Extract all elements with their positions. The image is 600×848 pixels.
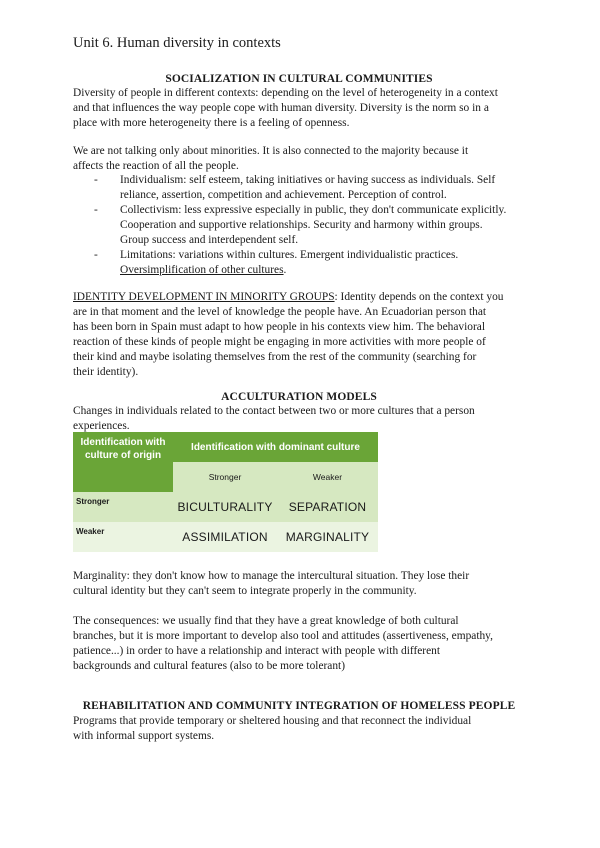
unit-title: Unit 6. Human diversity in contexts (73, 35, 281, 51)
text-line: their identity). (73, 366, 139, 378)
rehabilitation-paragraph (73, 714, 525, 744)
text-line: Collectivism: less expressive especially in public, they don't communicate explicitly. (120, 204, 507, 216)
bullet-dash: - (94, 204, 98, 216)
row-stronger-label: Stronger (73, 492, 173, 522)
text-line: branches, but it is more important to develop also tool and attitudes (assertiveness, empathy, (73, 630, 493, 642)
text-line: Diversity of people in different contexts: depending on the level of heterogeneity in a context (73, 87, 498, 99)
identity-paragraph (73, 290, 525, 380)
text-line: affects the reaction of all the people. (73, 160, 239, 172)
bullet-individualism (73, 173, 525, 203)
identity-heading: IDENTITY DEVELOPMENT IN MINORITY GROUPS (73, 291, 335, 303)
text-line: their kind and maybe isolating themselves from the rest of the community (searching for (73, 351, 477, 363)
text-line (120, 263, 525, 278)
bullet-dash: - (94, 249, 98, 261)
consequences-paragraph (73, 614, 525, 674)
dominant-culture-header: Identification with dominant culture (173, 432, 378, 462)
column-stronger-header: Stronger (173, 462, 277, 492)
origin-culture-header: Identification with culture of origin (73, 432, 173, 492)
row-weaker-label: Weaker (73, 522, 173, 552)
identity-first-line: : Identity depends on the context you (334, 291, 504, 303)
cell-biculturality: BICULTURALITY (173, 492, 277, 522)
socialization-title: SOCIALIZATION IN CULTURAL COMMUNITIES (165, 73, 433, 85)
text-line: place with more heterogeneity there is a feeling of openness. (73, 117, 350, 129)
underlined-text: Oversimplification of other cultures (120, 264, 284, 276)
bullet-limitations (73, 248, 525, 278)
acculturation-table (73, 432, 378, 552)
text-line: Marginality: they don't know how to manage the intercultural situation. They lose their (73, 570, 470, 582)
column-weaker-header: Weaker (277, 462, 378, 492)
cultural-bullet-list (73, 173, 525, 278)
acculturation-intro-paragraph (73, 404, 525, 434)
bullet-collectivism (73, 203, 525, 248)
rehabilitation-title: REHABILITATION AND COMMUNITY INTEGRATION OF HOMELESS PEOPLE (82, 700, 516, 712)
text-line: Individualism: self esteem, taking initiatives or having success as individuals. Self (120, 174, 496, 186)
bullet-dash: - (94, 174, 98, 186)
text-line: with informal support systems. (73, 730, 215, 742)
text-line: experiences. (73, 420, 130, 432)
text-line: has been born in Spain must adapt to how people in his contexts view him. The behavioral (73, 321, 485, 333)
marginality-paragraph (73, 569, 525, 599)
text-line: Limitations: variations within cultures. Emergent individualistic practices. (120, 249, 459, 261)
text-line: backgrounds and cultural features (also to be more tolerant) (73, 660, 346, 672)
text-line: We are not talking only about minorities. It is also connected to the majority because it (73, 145, 469, 157)
text-line (73, 290, 525, 305)
text-line: Cooperation and supportive relationships. Security and harmony within groups. (120, 219, 483, 231)
text-line: are in that moment and the level of knowledge the people have. An Ecuadorian person that (73, 306, 487, 318)
text-line: and that influences the way people cope with human diversity. Diversity is the norm so in a (73, 102, 489, 114)
text-line: Programs that provide temporary or sheltered housing and that reconnect the individual (73, 715, 472, 727)
text-line: cultural identity but they can't seem to integrate properly in the community. (73, 585, 417, 597)
text-suffix: . (283, 264, 287, 276)
text-line: reaction of these kinds of people might be engaging in more activities with more people of (73, 336, 486, 348)
majority-paragraph (73, 144, 525, 174)
text-line: The consequences: we usually find that they have a great knowledge of both cultural (73, 615, 459, 627)
text-line: reliance, assertion, competition and achievement. Perception of control. (120, 189, 447, 201)
acculturation-title: ACCULTURATION MODELS (221, 391, 377, 403)
cell-assimilation: ASSIMILATION (173, 522, 277, 552)
text-line: patience...) in order to have a relationship and interact with people with different (73, 645, 441, 657)
text-line: Group success and interdependent self. (120, 234, 299, 246)
text-line: Changes in individuals related to the contact between two or more cultures that a person (73, 405, 475, 417)
cell-marginality: MARGINALITY (277, 522, 378, 552)
socialization-intro-paragraph (73, 86, 525, 131)
cell-separation: SEPARATION (277, 492, 378, 522)
